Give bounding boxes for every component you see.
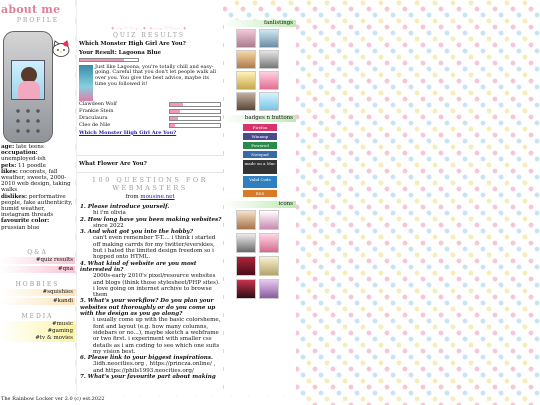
valid-code-button[interactable]: Valid Code [243, 176, 277, 188]
divider [77, 155, 224, 156]
flower-quiz-question: What Flower Are You? [79, 161, 147, 167]
fanlisting-thumbnail[interactable] [236, 71, 256, 90]
hobbies-nav [0, 281, 75, 307]
powered-button[interactable]: Powered [243, 142, 277, 149]
hello-kitty-icon [51, 40, 71, 58]
bio-favourite-color: favourite color: prussian blue [1, 218, 50, 231]
answer: i usually come up with the basic colorsheme, font and layout (e.g. how many columns, sidebars or no...), maybe sketch a webframe or two first. i experiment with smaller css details as i am coding to see which one suits my vision best. [93, 317, 221, 355]
result-row [79, 109, 221, 115]
nav-link-quiz-results[interactable]: #quiz results [0, 257, 75, 264]
result-name: Frankie Stein [79, 108, 114, 115]
footer: The Rainbow Locker ver 2.0 (c) est.2022 [0, 396, 300, 405]
nav-link-squishies[interactable]: #squishies [0, 289, 75, 296]
source-prefix: from [125, 194, 141, 200]
bio-occupation: occupation: unemployed-ish [1, 150, 46, 163]
result-bar [79, 58, 139, 62]
lagoona-image [79, 65, 93, 101]
result-row-bar-fill [170, 117, 178, 120]
result-name: Clawdeen Wolf [79, 101, 117, 108]
firefox-button[interactable]: Firefox [243, 124, 277, 131]
icon-thumbnail [259, 256, 279, 276]
question: 1. Please introduce yourself. [80, 204, 170, 210]
answer: hi i'm olivia [93, 210, 126, 217]
badges-heading: badges n buttons [224, 115, 296, 122]
result-description [79, 65, 221, 101]
result-row-bar [169, 116, 221, 121]
fanlisting-thumbnail[interactable] [259, 29, 279, 48]
fanlisting-thumbnail[interactable] [236, 92, 256, 111]
phone-screen [11, 60, 45, 100]
question: 3. And what got you into the hobby? [80, 229, 194, 236]
profile-heading: PROFILE [16, 17, 60, 24]
answer: since 2022 [93, 222, 124, 229]
nav-link-music[interactable]: #music [0, 321, 75, 328]
bio-age: age: late teens [1, 144, 44, 150]
quiz-result-label: Your Result: Lagoona Blue [79, 50, 161, 57]
icons-heading: icons [224, 201, 296, 208]
result-row-bar [169, 102, 221, 107]
answer: can't even remember T-T.... i think i started off making carrds for my twitter/everskies, but i hated the limited design freedom so i hopped onto HTML. [93, 235, 216, 261]
fanlisting-thumbnail[interactable] [259, 71, 279, 90]
question: 6. Please link to your biggest inspirations. [80, 355, 213, 362]
answer: 3idh.neocities.org , https://princza.online/ , and https://phils1993.neocities.org/ [93, 361, 216, 374]
result-row [79, 102, 221, 108]
nav-link-tv-movies[interactable]: #tv & movies [0, 335, 75, 342]
fanlisting-thumbnail[interactable] [236, 50, 256, 69]
phone-keypad [13, 106, 43, 136]
quiz-results-heading: QUIZ RESULTS [112, 32, 186, 39]
icon-thumbnail [236, 210, 256, 230]
question: 4. What kind of website are you most interested in? [80, 260, 197, 273]
bio-pets: pets: 11 poodle [1, 162, 46, 169]
decorative-divider: ✶.·:·♡♡·:·.✶ ✧·.·:·♡♡·:·.✶ [110, 26, 188, 32]
result-row-bar [169, 109, 221, 114]
rss-button[interactable]: RSS [243, 190, 277, 197]
result-row-bar-fill [170, 110, 180, 113]
icon-thumbnail [259, 210, 279, 230]
result-row-bar-fill [170, 124, 175, 127]
icon-thumbnail [259, 233, 279, 253]
question-list [80, 204, 222, 380]
quiz-link[interactable]: Which Monster High Girl Are You? [79, 129, 177, 136]
result-row-bar [169, 123, 221, 128]
avatar-body [18, 81, 40, 99]
profile-bio [1, 144, 74, 231]
result-row [79, 116, 221, 122]
fanlisting-thumbnail[interactable] [259, 50, 279, 69]
result-name: Draculaura [79, 115, 108, 122]
site-title: about me [1, 3, 61, 16]
left-sidebar [0, 0, 75, 395]
bio-dislikes: dislikes: performative people, fake authenticity, humid weather, instagram threads [1, 193, 73, 219]
fanlistings-grid [224, 29, 296, 111]
result-description-text: Just like Lagoona, you're totally chill and easy-going. Careful that you don't let people walk all over you. You give the best advice, maybe its time you followed it! [95, 63, 217, 87]
question: 2. How long have you been making websites? [80, 216, 222, 223]
result-name: Cleo de Nile [79, 122, 111, 129]
icons-grid [224, 210, 296, 299]
nav-link-qna[interactable]: #qna [0, 266, 75, 273]
quiz-result-box [79, 41, 221, 136]
nav-link-kandi[interactable]: #kandi [0, 298, 75, 305]
icon-thumbnail [236, 256, 256, 276]
result-bar-fill [80, 59, 124, 61]
notepad-button[interactable]: Notepad [243, 151, 277, 158]
quiz-question: Which Monster High Girl Are You? [79, 41, 186, 47]
winamp-button[interactable]: Winamp [243, 133, 277, 140]
nav-link-gaming[interactable]: #gaming [0, 328, 75, 335]
bio-likes: likes: coconuts, fall weather, sweets, 2000-2010 web design, taking walks [1, 168, 71, 194]
hundred-questions-heading: 100 QUESTIONS FOR WEBMASTERS [91, 176, 209, 192]
question: 5. What's your workflow? Do you plan your websites out thoroughly or do you come up with the design as you go along? [80, 298, 216, 318]
divider [77, 172, 224, 173]
answer: 2000s-early 2010's pixel/resource websites and blogs (think those stylesheet/PHP sites). i love going on internet archive to browse them [93, 273, 220, 299]
media-heading: MEDIA [21, 313, 54, 320]
hobbies-heading: HOBBIES [15, 281, 60, 288]
result-row-bar-fill [170, 103, 183, 106]
qa-nav [0, 249, 75, 275]
flip-phone-image [3, 31, 53, 143]
question: 7. What's your favourite part about making [80, 374, 216, 381]
badges-list [224, 124, 296, 197]
fanlistings-heading: fanlistings [224, 20, 296, 27]
result-row [79, 123, 221, 129]
made-on-mac-button[interactable]: made on a Mac [243, 160, 277, 174]
qa-heading: Q&A [27, 249, 48, 256]
right-sidebar [224, 20, 296, 395]
icon-thumbnail [236, 233, 256, 253]
main-content [76, 0, 223, 395]
fanlisting-thumbnail[interactable] [236, 29, 256, 48]
media-nav [0, 313, 75, 342]
icon-thumbnail [259, 279, 279, 299]
source-link[interactable]: mousine.net [140, 194, 175, 200]
icon-thumbnail [236, 279, 256, 299]
fanlisting-thumbnail[interactable] [259, 92, 279, 111]
hundred-questions-source [79, 194, 221, 200]
